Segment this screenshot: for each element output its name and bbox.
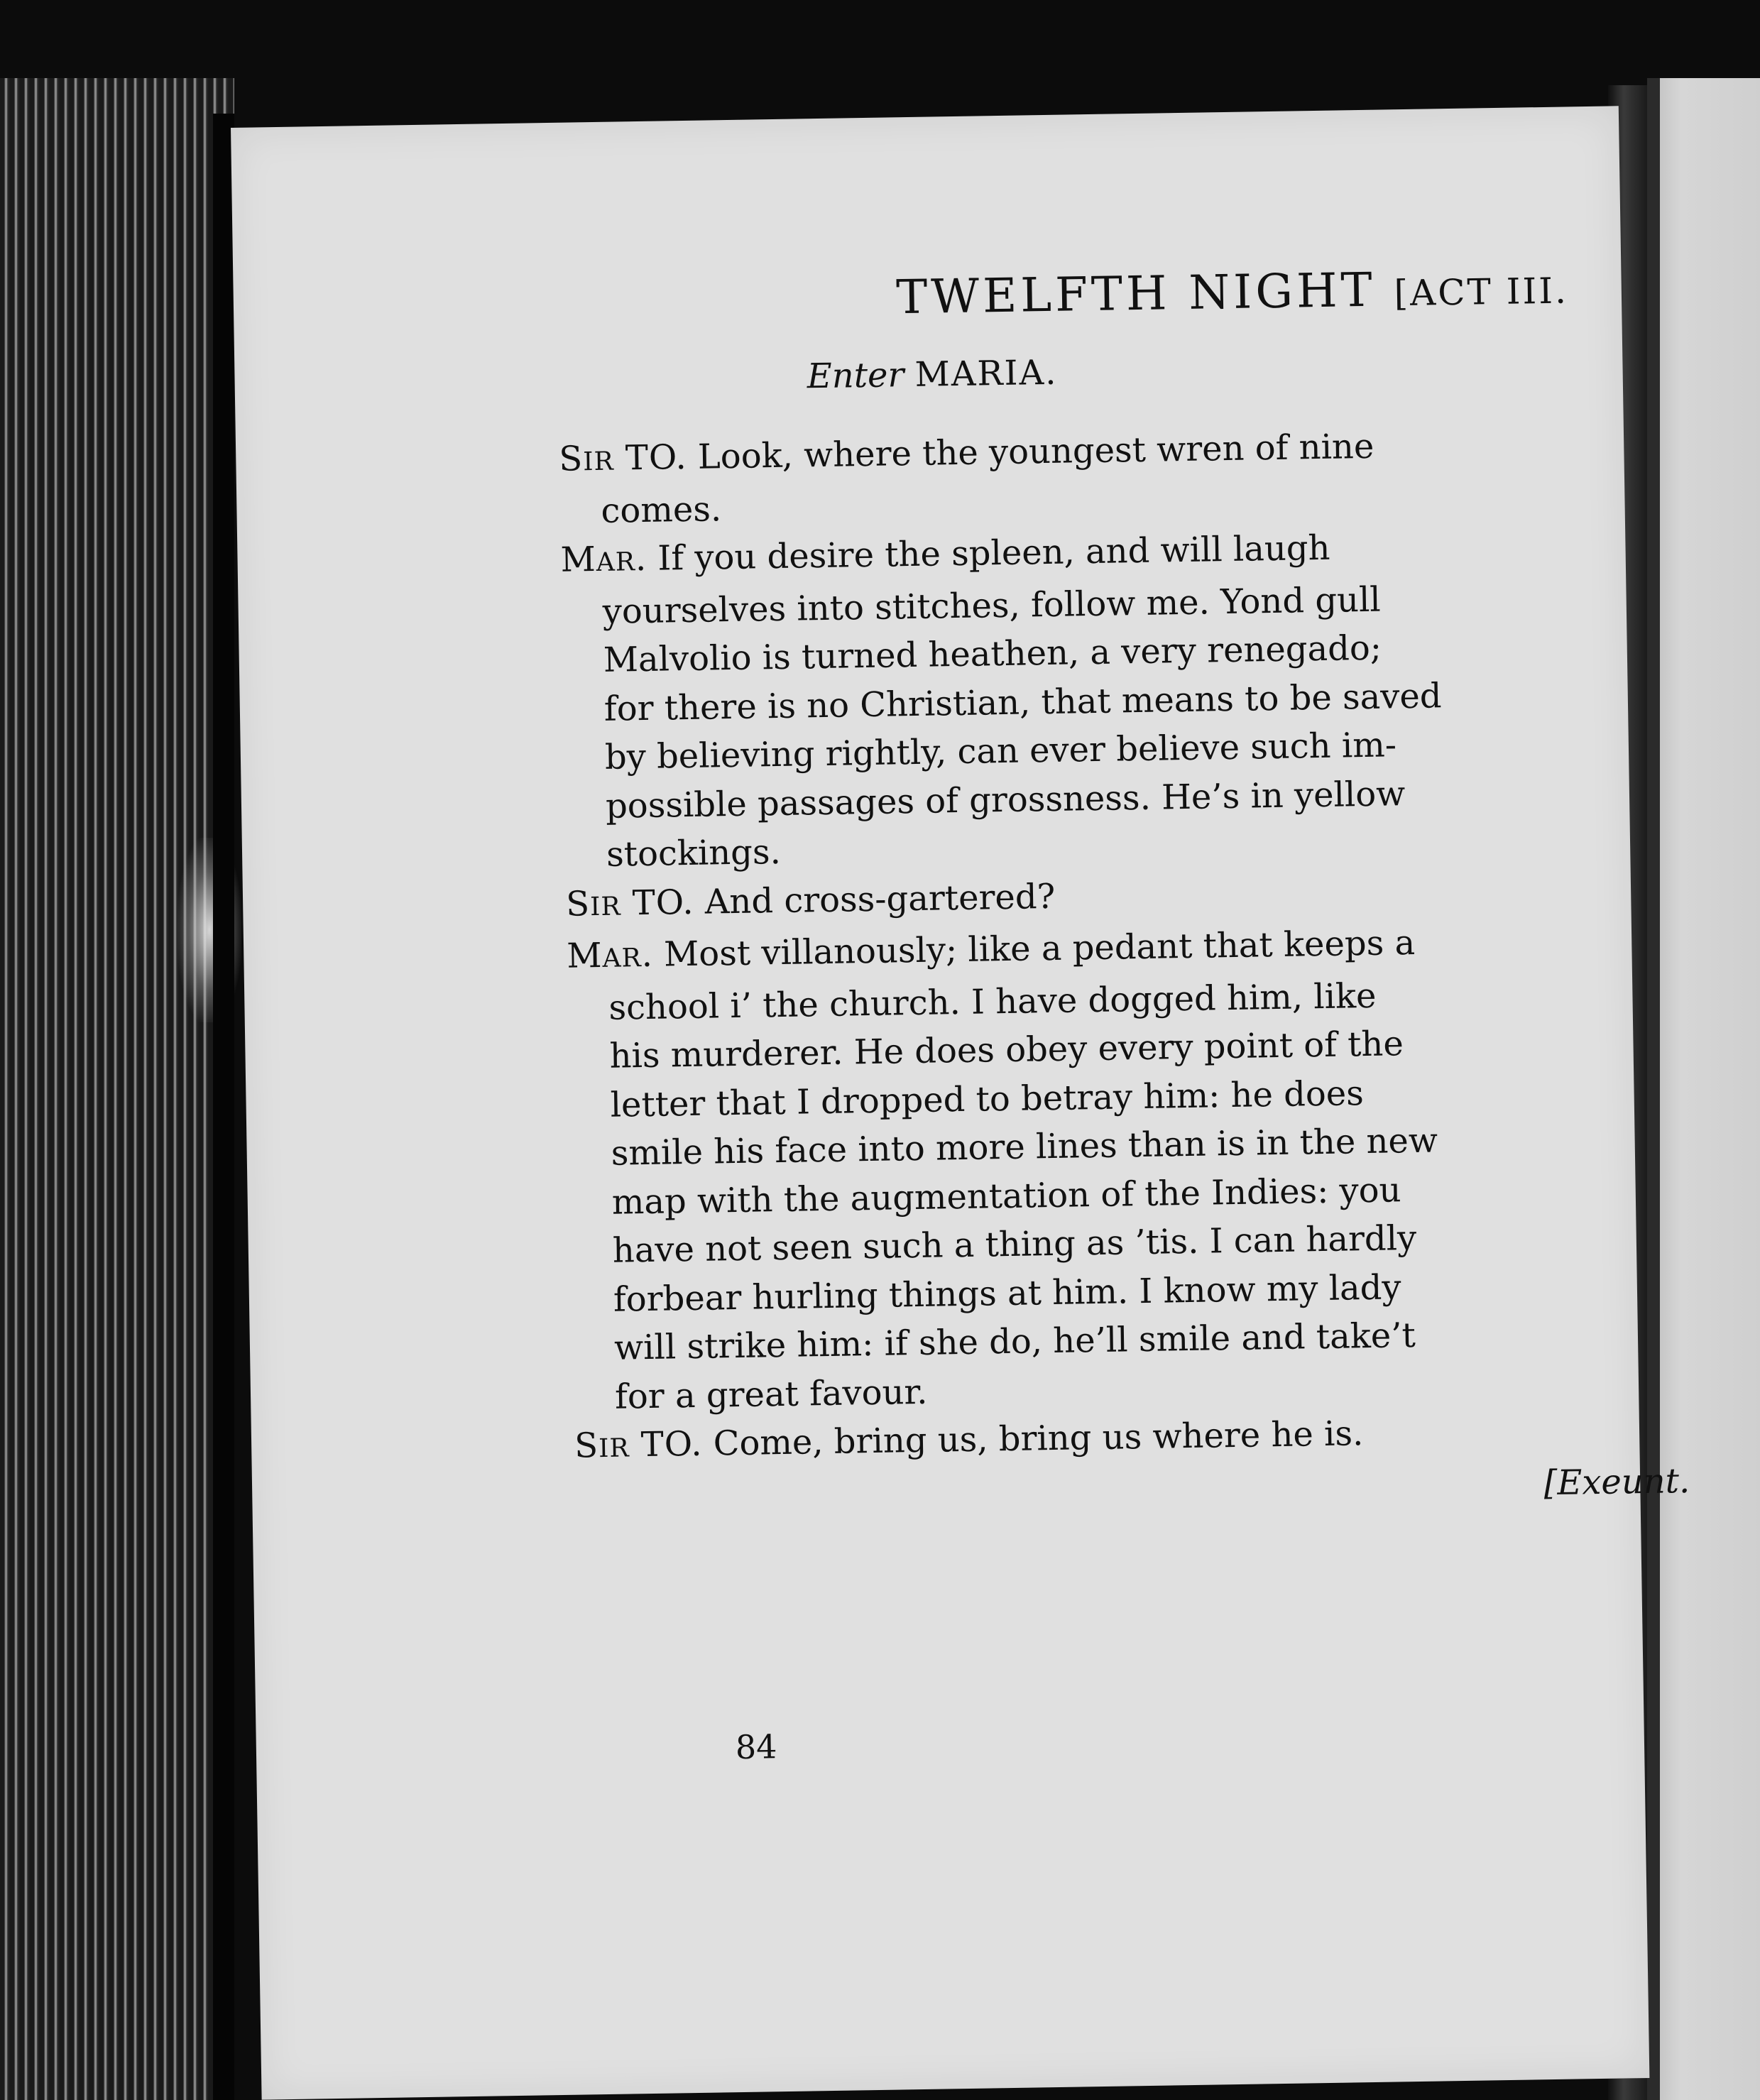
entrance-direction xyxy=(234,344,1630,405)
speech-line: yourselves into stitches, follow me. Yond gull xyxy=(602,579,1382,632)
speaker-name: MAR. xyxy=(566,934,654,976)
dialogue-block xyxy=(559,417,1705,1523)
speech-line: by believing rightly, can ever believe such im- xyxy=(604,725,1397,777)
play-title: TWELFTH NIGHT xyxy=(895,262,1377,325)
speech-line: will strike him: if she do, he’ll smile and take’t xyxy=(613,1316,1416,1368)
entrance-verb: Enter xyxy=(807,355,904,397)
speech-line: have not seen such a thing as ’tis. I can hardly xyxy=(612,1218,1417,1271)
speech-sir-toby-3 xyxy=(574,1404,1705,1523)
running-head xyxy=(716,259,1568,327)
speech-line: possible passages of grossness. He’s in yellow xyxy=(605,773,1406,826)
speech-maria-2 xyxy=(567,914,1703,1422)
speech-line: smile his face into more lines than is in the new xyxy=(611,1120,1438,1174)
speech-line: Malvolio is turned heathen, a very renegado; xyxy=(603,628,1382,680)
book-page-edges xyxy=(0,78,234,2100)
exit-direction: [Exeunt. xyxy=(1543,1460,1690,1503)
speaker-name: SIR TO. xyxy=(574,1423,703,1466)
entrance-character: MARIA. xyxy=(914,352,1058,395)
speech-line: SIR TO. Look, where the youngest wren of nine xyxy=(558,426,1374,479)
book-page xyxy=(231,106,1690,2099)
speaker-name: MAR. xyxy=(560,538,647,580)
speech-line: MAR. If you desire the spleen, and will laugh xyxy=(560,527,1330,580)
speech-sir-toby-1 xyxy=(559,417,1689,536)
speech-line: SIR TO. And cross-gartered? xyxy=(565,876,1056,924)
speech-line: for a great favour. xyxy=(614,1372,928,1417)
speech-line: stockings. xyxy=(606,831,782,875)
speech-line: MAR. Most villanously; like a pedant that keeps a xyxy=(566,922,1416,976)
speech-line: forbear hurling things at him. I know my lady xyxy=(613,1267,1401,1320)
speech-line: SIR TO. Come, bring us, bring us where he is. xyxy=(574,1413,1364,1466)
speech-maria-1 xyxy=(560,518,1694,880)
speech-line: letter that I dropped to betray him: he does xyxy=(610,1073,1365,1125)
page-gutter-shadow xyxy=(213,114,234,2100)
speech-line: map with the augmentation of the Indies: you xyxy=(611,1169,1401,1223)
speech-line: school i’ the church. I have dogged him, like xyxy=(608,975,1377,1028)
speech-line: his murderer. He does obey every point of the xyxy=(609,1024,1404,1076)
speech-line: comes. xyxy=(601,488,722,531)
speech-line: for there is no Christian, that means to be saved xyxy=(603,675,1442,729)
speaker-name: SIR TO. xyxy=(558,437,688,479)
page-number: 84 xyxy=(735,1727,777,1767)
act-label: [ACT III. xyxy=(1394,270,1569,315)
speaker-name: SIR TO. xyxy=(565,882,694,924)
